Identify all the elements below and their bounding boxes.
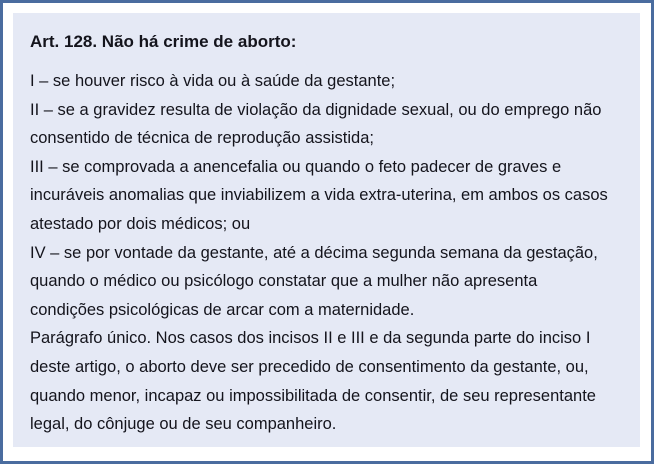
article-line: quando o médico ou psicólogo constatar que a mulher não apresenta — [30, 272, 538, 291]
article-heading: Art. 128. Não há crime de aborto: — [30, 32, 297, 51]
legal-text-panel — [13, 13, 640, 447]
article-paragraph — [30, 153, 622, 239]
article-line: I – se houver risco à vida ou à saúde da gestante; — [30, 72, 396, 90]
article-body — [30, 67, 622, 439]
article-line: legal, do cônjuge ou de seu companheiro. — [30, 415, 337, 434]
article-line: atestado por dois médicos; ou — [30, 214, 251, 233]
article-paragraph — [30, 324, 622, 438]
article-line: deste artigo, o aborto deve ser precedido de consentimento da gestante, ou, — [30, 357, 589, 376]
article-line: III – se comprovada a anencefalia ou quando o feto padecer de graves e — [30, 157, 562, 176]
article-line: II – se a gravidez resulta de violação da dignidade sexual, ou do emprego não — [30, 100, 602, 119]
article-line: incuráveis anomalias que inviabilizem a vida extra-uterina, em ambos os casos — [30, 186, 608, 205]
article-line: quando menor, incapaz ou impossibilitada de consentir, de seu representante — [30, 386, 596, 405]
article-paragraph — [30, 96, 622, 153]
article-line: consentido de técnica de reprodução assistida; — [30, 129, 374, 148]
article-line: IV – se por vontade da gestante, até a décima segunda semana da gestação, — [30, 243, 598, 262]
article-line: Parágrafo único. Nos casos dos incisos II e III e da segunda parte do inciso I — [30, 329, 591, 348]
article-paragraph — [30, 239, 622, 325]
article-line: condições psicológicas de arcar com a maternidade. — [30, 300, 415, 319]
article-paragraph — [30, 67, 622, 96]
